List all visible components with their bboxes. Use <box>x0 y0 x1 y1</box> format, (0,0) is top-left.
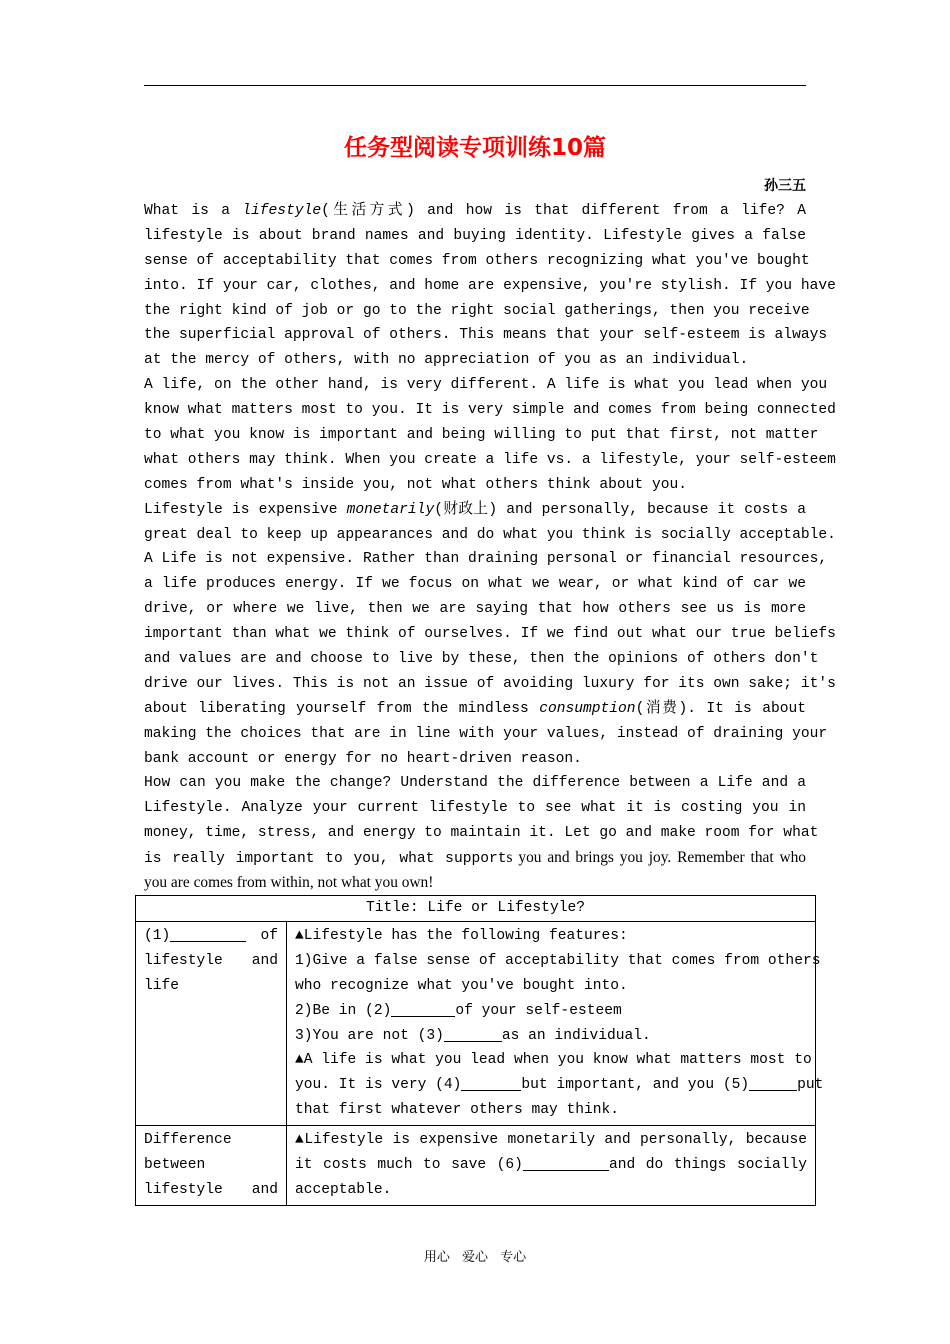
passage-line: What is a lifestyle(生活方式) and how is that different from a life? A <box>144 203 806 219</box>
row-label-cell <box>136 1126 287 1206</box>
cell-line: that first whatever others may think. <box>295 1102 620 1119</box>
cell-line: lifestyle and <box>144 952 278 969</box>
term-lifestyle: lifestyle <box>242 203 322 219</box>
cell-line: you. It is very (4) but important, and you (5) put <box>295 1073 807 1098</box>
cell-line: it costs much to save (6) and do things socially <box>295 1153 807 1178</box>
table-title-row <box>136 896 816 922</box>
passage-line: How can you make the change? Understand the difference between a Life and a <box>144 775 806 792</box>
passage-line: making the choices that are in line with your values, instead of draining your <box>144 725 828 742</box>
cell-line: ▲Lifestyle has the following features: <box>295 928 628 944</box>
cell-line: 3)You are not (3) as an individual. <box>295 1024 807 1049</box>
answer-blank-3[interactable] <box>444 1025 502 1042</box>
term-consumption: consumption <box>539 700 636 717</box>
summary-table <box>135 895 824 1206</box>
passage-line: know what matters most to you. It is very simple and comes from being connected <box>144 402 836 419</box>
cell-line: ▲A life is what you lead when you know what matters most to <box>295 1052 812 1069</box>
cell-line: lifestyle and <box>144 1181 278 1198</box>
table-title: Title: Life or Lifestyle? <box>136 896 816 922</box>
cell-line: between <box>144 1157 206 1174</box>
passage-line: comes from what's inside you, not what others think about you. <box>144 476 687 493</box>
passage-line: to what you know is important and being willing to put that first, not matter <box>144 427 819 444</box>
cell-line: Difference <box>144 1132 232 1149</box>
passage-line: you are comes from within, not what you own! <box>144 874 434 892</box>
page-footer: 用心 爱心 专心 <box>423 1250 527 1265</box>
cell-line: life <box>144 977 180 994</box>
passage-line: important than what we think of ourselves. If we find out what our true beliefs <box>144 626 836 643</box>
passage-line: lifestyle is about brand names and buying identity. Lifestyle gives a false <box>144 227 806 244</box>
passage-line: drive, or where we live, then we are saying that how others see us is more <box>144 601 806 618</box>
passage-line: Lifestyle is expensive monetarily(财政上) and personally, because it costs a <box>144 501 806 518</box>
passage-line: A life, on the other hand, is very different. A life is what you lead when you <box>144 377 828 394</box>
cell-line: 1)Give a false sense of acceptability that comes from others <box>295 952 821 969</box>
passage-line: the right kind of job or go to the right social gatherings, then you receive <box>144 302 810 319</box>
answer-blank-1[interactable] <box>170 925 246 942</box>
cell-line: (1) of <box>144 924 278 949</box>
passage-line: about liberating yourself from the mindless consumption(消费). It is about <box>144 700 806 717</box>
answer-blank-2[interactable] <box>391 1000 455 1017</box>
row-label-cell <box>136 922 287 1126</box>
passage-line: bank account or energy for no heart-driven reason. <box>144 750 582 767</box>
passage-line: is really important to you, what supports you and brings you joy. Remember that who <box>144 849 807 868</box>
cell-line: acceptable. <box>295 1181 392 1198</box>
cell-line: 2)Be in (2) of your self-esteem <box>295 999 807 1024</box>
row-content-cell <box>287 1126 816 1206</box>
passage-line: at the mercy of others, with no appreciation of you as an individual. <box>144 352 749 369</box>
author-name: 孙三五 <box>764 178 806 194</box>
row-content-cell <box>287 922 824 1126</box>
passage-line: drive our lives. This is not an issue of avoiding luxury for its own sake; it's <box>144 675 836 692</box>
passage-line: and values are and choose to live by these, then the opinions of others don't <box>144 651 819 668</box>
term-monetarily: monetarily <box>346 501 435 518</box>
answer-blank-4[interactable] <box>461 1074 521 1091</box>
passage-line: a life produces energy. If we focus on what we wear, or what kind of car we <box>144 576 806 593</box>
cell-line: who recognize what you've bought into. <box>295 977 628 994</box>
table-row <box>136 1126 816 1206</box>
passage-line: Lifestyle. Analyze your current lifestyle to see what it is costing you in <box>144 800 806 817</box>
passage-line: into. If your car, clothes, and home are expensive, you're stylish. If you have <box>144 277 836 294</box>
answer-blank-5[interactable] <box>749 1074 797 1091</box>
passage <box>144 199 836 896</box>
passage-line: money, time, stress, and energy to maintain it. Let go and make room for what <box>144 825 819 842</box>
passage-line: great deal to keep up appearances and do what you think is socially acceptable. <box>144 526 836 543</box>
table-row <box>136 922 816 1126</box>
passage-line: sense of acceptability that comes from others recognizing what you've bought <box>144 252 810 269</box>
passage-line: what others may think. When you create a life vs. a lifestyle, your self-esteem <box>144 451 836 468</box>
header-rule <box>144 85 806 86</box>
answer-blank-6[interactable] <box>523 1154 609 1171</box>
page-title: 任务型阅读专项训练10篇 <box>343 135 606 161</box>
passage-line: A Life is not expensive. Rather than draining personal or financial resources, <box>144 551 828 568</box>
cell-line: ▲Lifestyle is expensive monetarily and personally, because <box>295 1132 808 1149</box>
passage-line: the superficial approval of others. This means that your self-esteem is always <box>144 327 828 344</box>
